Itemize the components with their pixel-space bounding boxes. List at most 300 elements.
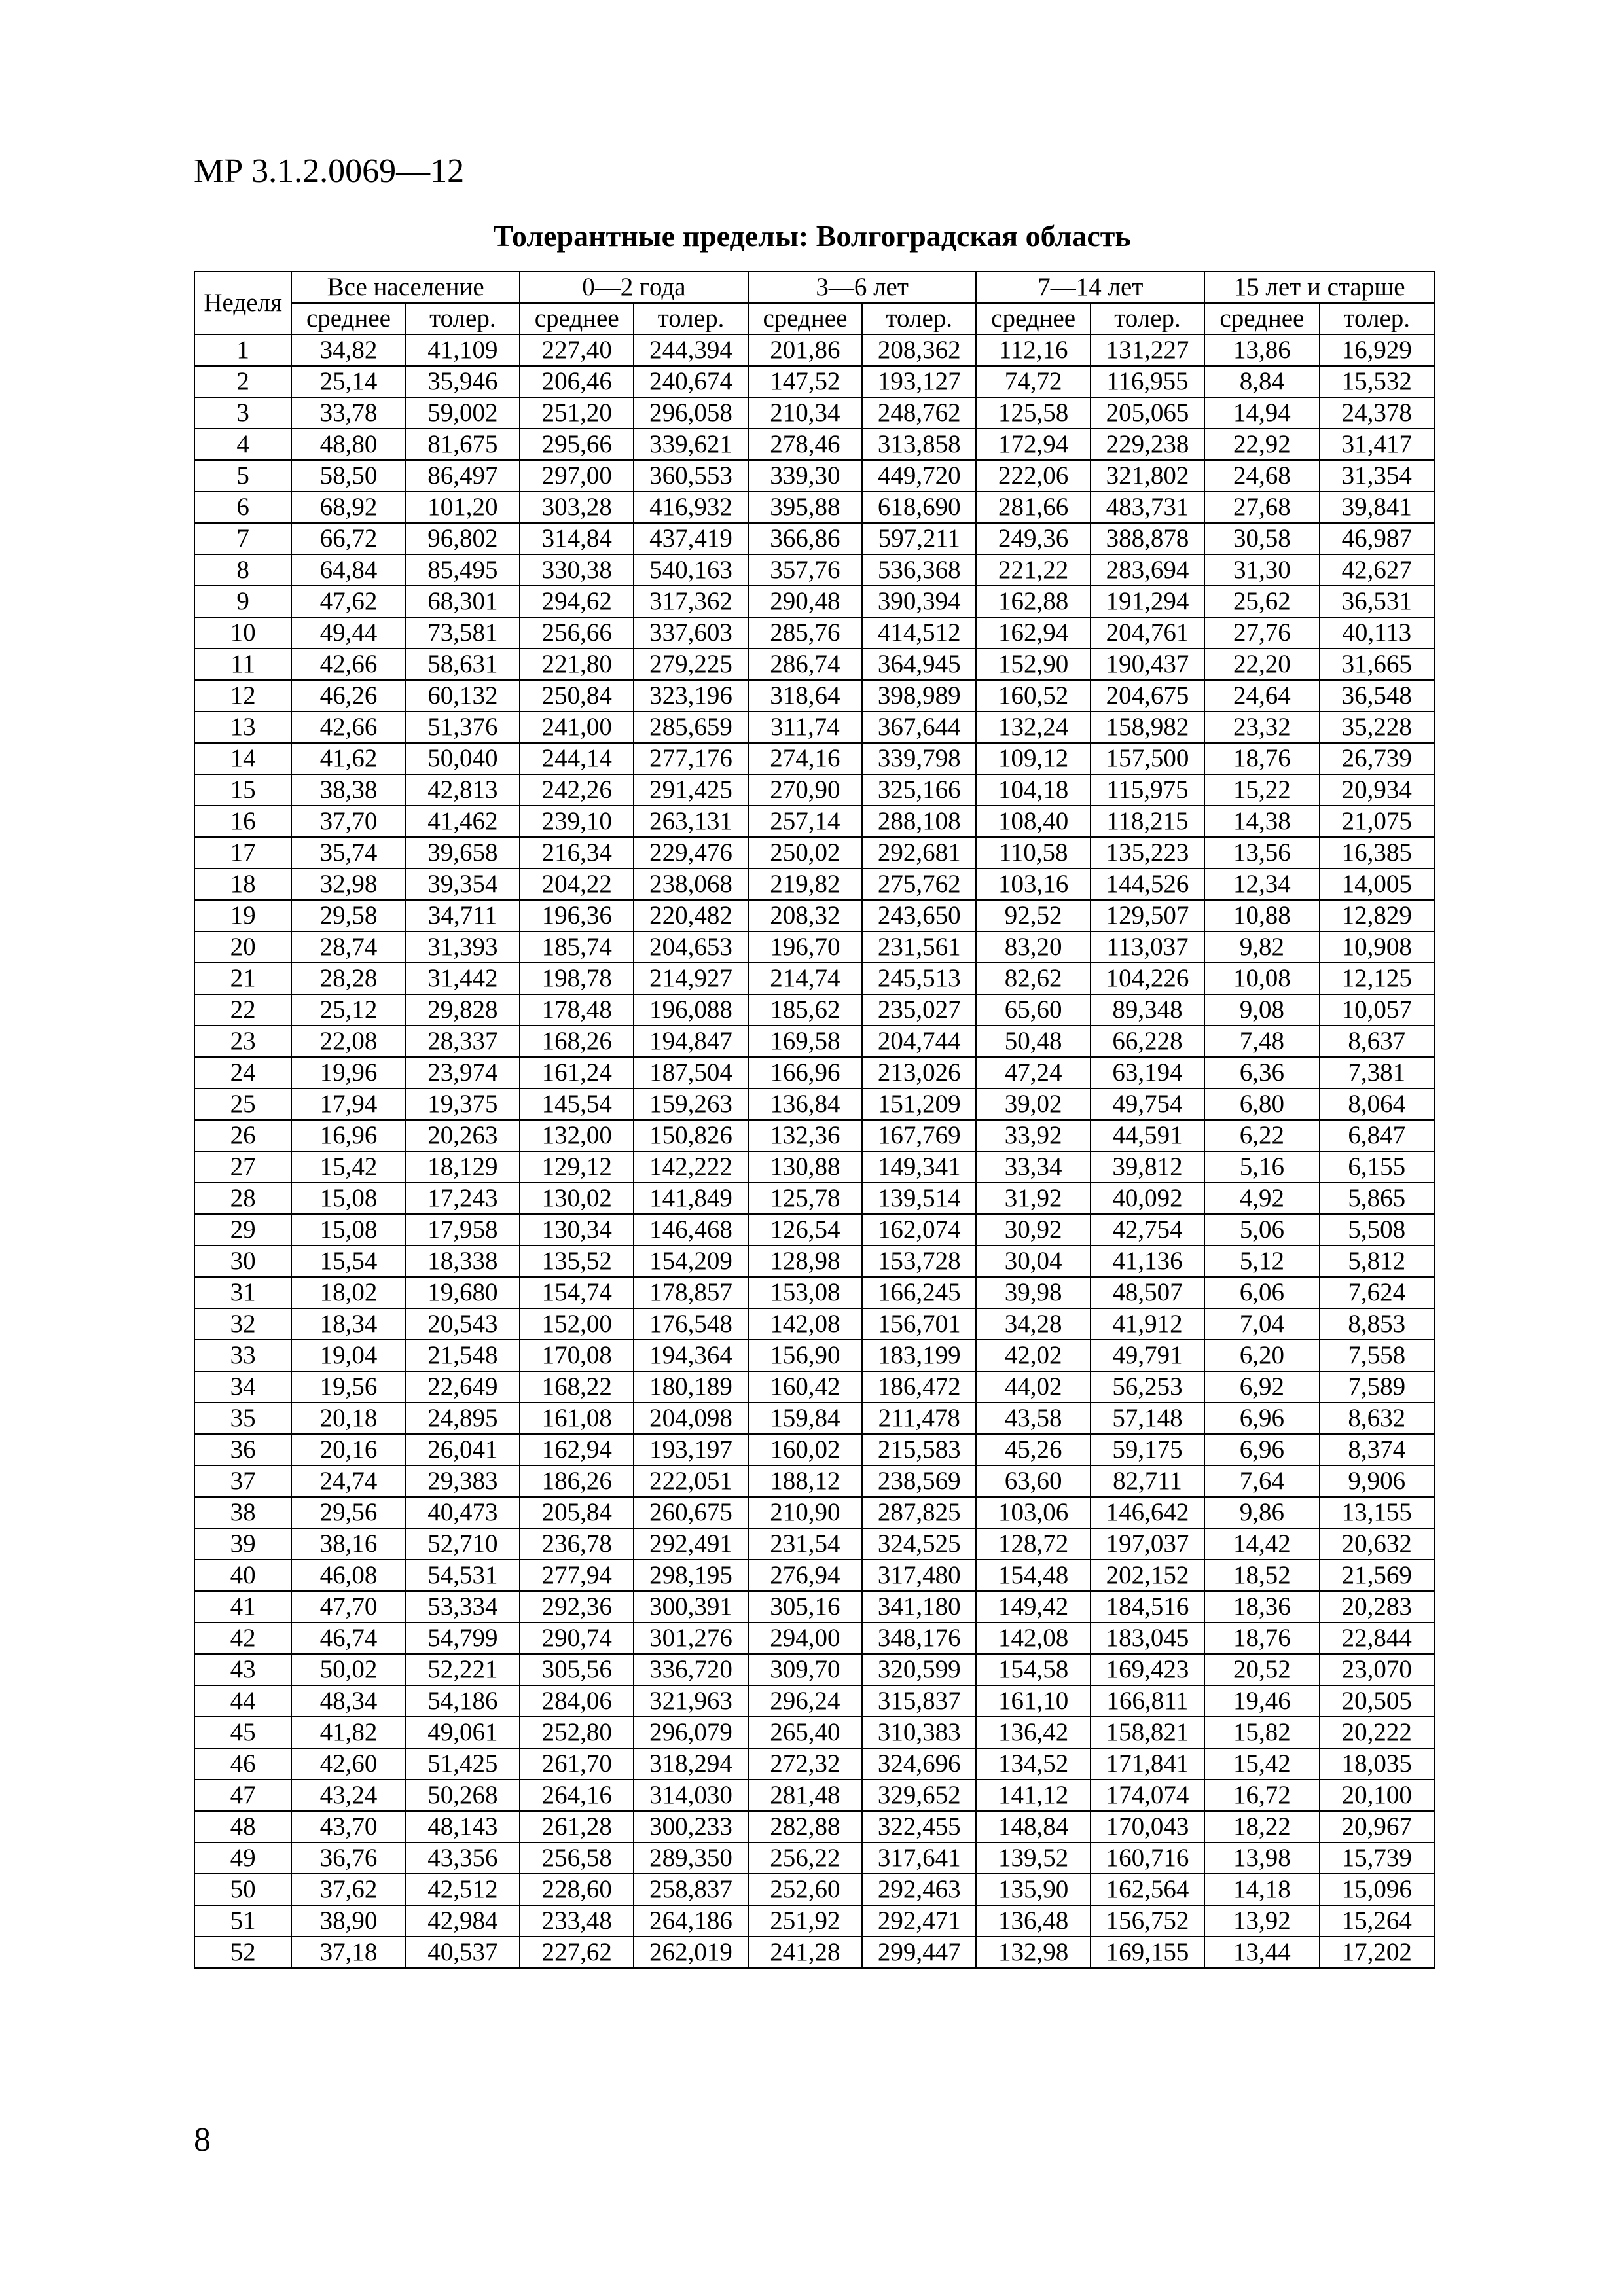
table-cell: 204,744 <box>862 1026 976 1057</box>
week-number-cell: 24 <box>194 1057 291 1088</box>
table-cell: 193,197 <box>634 1434 748 1465</box>
table-cell: 241,28 <box>748 1937 862 1968</box>
table-cell: 82,62 <box>976 963 1090 994</box>
table-row <box>194 1874 1434 1905</box>
table-row <box>194 429 1434 460</box>
table-row <box>194 1120 1434 1151</box>
table-cell: 252,80 <box>520 1717 634 1748</box>
table-cell: 35,228 <box>1320 711 1434 743</box>
table-cell: 42,60 <box>291 1748 405 1780</box>
table-cell: 166,811 <box>1091 1685 1204 1717</box>
table-cell: 50,268 <box>406 1780 520 1811</box>
table-cell: 388,878 <box>1091 523 1204 554</box>
table-cell: 214,74 <box>748 963 862 994</box>
table-row <box>194 460 1434 492</box>
table-cell: 145,54 <box>520 1088 634 1120</box>
group-header-all: Все население <box>291 272 520 303</box>
table-cell: 322,455 <box>862 1811 976 1842</box>
week-number-cell: 40 <box>194 1560 291 1591</box>
table-cell: 35,946 <box>406 366 520 397</box>
table-cell: 52,221 <box>406 1654 520 1685</box>
table-cell: 296,058 <box>634 397 748 429</box>
table-cell: 139,514 <box>862 1183 976 1214</box>
table-cell: 42,813 <box>406 774 520 806</box>
table-cell: 7,64 <box>1204 1465 1319 1497</box>
table-cell: 8,374 <box>1320 1434 1434 1465</box>
table-cell: 24,68 <box>1204 460 1319 492</box>
table-cell: 27,68 <box>1204 492 1319 523</box>
table-cell: 43,24 <box>291 1780 405 1811</box>
table-cell: 310,383 <box>862 1717 976 1748</box>
table-cell: 265,40 <box>748 1717 862 1748</box>
table-cell: 14,94 <box>1204 397 1319 429</box>
table-cell: 314,84 <box>520 523 634 554</box>
table-cell: 336,720 <box>634 1654 748 1685</box>
table-cell: 116,955 <box>1091 366 1204 397</box>
week-header: Неделя <box>194 272 291 334</box>
table-cell: 81,675 <box>406 429 520 460</box>
table-cell: 40,113 <box>1320 617 1434 649</box>
table-cell: 96,802 <box>406 523 520 554</box>
table-cell: 168,26 <box>520 1026 634 1057</box>
table-row <box>194 397 1434 429</box>
table-cell: 48,507 <box>1091 1277 1204 1308</box>
table-cell: 287,825 <box>862 1497 976 1528</box>
table-cell: 134,52 <box>976 1748 1090 1780</box>
table-row <box>194 1497 1434 1528</box>
table-cell: 341,180 <box>862 1591 976 1623</box>
table-cell: 196,088 <box>634 994 748 1026</box>
table-cell: 160,716 <box>1091 1842 1204 1874</box>
table-cell: 178,857 <box>634 1277 748 1308</box>
table-cell: 292,681 <box>862 837 976 869</box>
table-cell: 305,16 <box>748 1591 862 1623</box>
table-cell: 618,690 <box>862 492 976 523</box>
week-number-cell: 2 <box>194 366 291 397</box>
table-cell: 130,88 <box>748 1151 862 1183</box>
table-cell: 14,18 <box>1204 1874 1319 1905</box>
table-row <box>194 1685 1434 1717</box>
table-cell: 41,912 <box>1091 1308 1204 1340</box>
table-cell: 147,52 <box>748 366 862 397</box>
table-cell: 169,423 <box>1091 1654 1204 1685</box>
table-cell: 17,958 <box>406 1214 520 1246</box>
table-cell: 292,36 <box>520 1591 634 1623</box>
table-cell: 35,74 <box>291 837 405 869</box>
table-cell: 42,984 <box>406 1905 520 1937</box>
table-cell: 305,56 <box>520 1654 634 1685</box>
table-cell: 186,472 <box>862 1371 976 1403</box>
table-cell: 12,125 <box>1320 963 1434 994</box>
table-cell: 15,739 <box>1320 1842 1434 1874</box>
table-cell: 325,166 <box>862 774 976 806</box>
table-cell: 141,12 <box>976 1780 1090 1811</box>
table-cell: 239,10 <box>520 806 634 837</box>
table-cell: 38,90 <box>291 1905 405 1937</box>
table-cell: 16,385 <box>1320 837 1434 869</box>
table-cell: 146,642 <box>1091 1497 1204 1528</box>
table-cell: 31,417 <box>1320 429 1434 460</box>
table-cell: 13,44 <box>1204 1937 1319 1968</box>
table-cell: 41,62 <box>291 743 405 774</box>
table-row <box>194 931 1434 963</box>
table-cell: 309,70 <box>748 1654 862 1685</box>
table-cell: 19,375 <box>406 1088 520 1120</box>
table-row <box>194 1057 1434 1088</box>
table-cell: 47,24 <box>976 1057 1090 1088</box>
table-cell: 414,512 <box>862 617 976 649</box>
table-cell: 8,84 <box>1204 366 1319 397</box>
table-cell: 129,12 <box>520 1151 634 1183</box>
table-cell: 12,829 <box>1320 900 1434 931</box>
table-cell: 20,100 <box>1320 1780 1434 1811</box>
table-cell: 170,043 <box>1091 1811 1204 1842</box>
table-cell: 166,245 <box>862 1277 976 1308</box>
table-cell: 339,30 <box>748 460 862 492</box>
table-cell: 169,155 <box>1091 1937 1204 1968</box>
table-cell: 149,341 <box>862 1151 976 1183</box>
table-cell: 42,754 <box>1091 1214 1204 1246</box>
table-cell: 113,037 <box>1091 931 1204 963</box>
table-cell: 278,46 <box>748 429 862 460</box>
document-code: МР 3.1.2.0069—12 <box>194 152 465 190</box>
table-cell: 49,061 <box>406 1717 520 1748</box>
week-number-cell: 23 <box>194 1026 291 1057</box>
table-cell: 49,44 <box>291 617 405 649</box>
table-cell: 357,76 <box>748 554 862 586</box>
table-row <box>194 837 1434 869</box>
table-row <box>194 1811 1434 1842</box>
table-cell: 321,802 <box>1091 460 1204 492</box>
table-cell: 154,74 <box>520 1277 634 1308</box>
table-cell: 318,294 <box>634 1748 748 1780</box>
table-cell: 40,092 <box>1091 1183 1204 1214</box>
week-number-cell: 29 <box>194 1214 291 1246</box>
table-cell: 48,143 <box>406 1811 520 1842</box>
table-cell: 29,383 <box>406 1465 520 1497</box>
table-cell: 42,512 <box>406 1874 520 1905</box>
table-cell: 160,52 <box>976 680 1090 711</box>
table-cell: 244,14 <box>520 743 634 774</box>
table-cell: 36,76 <box>291 1842 405 1874</box>
table-cell: 146,468 <box>634 1214 748 1246</box>
table-cell: 58,631 <box>406 649 520 680</box>
table-cell: 130,02 <box>520 1183 634 1214</box>
table-cell: 180,189 <box>634 1371 748 1403</box>
table-row <box>194 1905 1434 1937</box>
table-cell: 12,34 <box>1204 869 1319 900</box>
group-header-3-6: 3—6 лет <box>748 272 977 303</box>
week-number-cell: 41 <box>194 1591 291 1623</box>
table-cell: 317,641 <box>862 1842 976 1874</box>
table-cell: 206,46 <box>520 366 634 397</box>
table-cell: 261,28 <box>520 1811 634 1842</box>
table-cell: 28,337 <box>406 1026 520 1057</box>
table-cell: 16,72 <box>1204 1780 1319 1811</box>
week-number-cell: 7 <box>194 523 291 554</box>
table-cell: 285,76 <box>748 617 862 649</box>
table-cell: 50,02 <box>291 1654 405 1685</box>
table-cell: 20,52 <box>1204 1654 1319 1685</box>
table-cell: 213,026 <box>862 1057 976 1088</box>
table-cell: 233,48 <box>520 1905 634 1937</box>
table-cell: 159,263 <box>634 1088 748 1120</box>
table-cell: 257,14 <box>748 806 862 837</box>
table-cell: 174,074 <box>1091 1780 1204 1811</box>
table-cell: 215,583 <box>862 1434 976 1465</box>
table-cell: 41,136 <box>1091 1246 1204 1277</box>
table-cell: 311,74 <box>748 711 862 743</box>
table-cell: 41,82 <box>291 1717 405 1748</box>
table-cell: 235,027 <box>862 994 976 1026</box>
week-number-cell: 10 <box>194 617 291 649</box>
table-cell: 16,929 <box>1320 334 1434 366</box>
table-cell: 275,762 <box>862 869 976 900</box>
table-cell: 220,482 <box>634 900 748 931</box>
table-cell: 156,701 <box>862 1308 976 1340</box>
table-cell: 198,78 <box>520 963 634 994</box>
table-cell: 366,86 <box>748 523 862 554</box>
table-cell: 68,92 <box>291 492 405 523</box>
table-cell: 154,58 <box>976 1654 1090 1685</box>
table-row <box>194 1246 1434 1277</box>
table-cell: 221,22 <box>976 554 1090 586</box>
table-cell: 337,603 <box>634 617 748 649</box>
table-cell: 172,94 <box>976 429 1090 460</box>
table-cell: 26,041 <box>406 1434 520 1465</box>
table-cell: 20,18 <box>291 1403 405 1434</box>
table-cell: 204,653 <box>634 931 748 963</box>
table-cell: 348,176 <box>862 1623 976 1654</box>
table-cell: 5,508 <box>1320 1214 1434 1246</box>
table-cell: 34,28 <box>976 1308 1090 1340</box>
table-cell: 171,841 <box>1091 1748 1204 1780</box>
table-row <box>194 554 1434 586</box>
group-header-row <box>194 272 1434 303</box>
table-cell: 17,243 <box>406 1183 520 1214</box>
table-cell: 15,264 <box>1320 1905 1434 1937</box>
table-cell: 264,16 <box>520 1780 634 1811</box>
table-row <box>194 806 1434 837</box>
table-cell: 74,72 <box>976 366 1090 397</box>
table-cell: 45,26 <box>976 1434 1090 1465</box>
week-number-cell: 19 <box>194 900 291 931</box>
table-cell: 161,10 <box>976 1685 1090 1717</box>
table-cell: 190,437 <box>1091 649 1204 680</box>
table-cell: 295,66 <box>520 429 634 460</box>
table-row <box>194 649 1434 680</box>
table-cell: 126,54 <box>748 1214 862 1246</box>
table-cell: 39,02 <box>976 1088 1090 1120</box>
table-cell: 20,505 <box>1320 1685 1434 1717</box>
table-cell: 197,037 <box>1091 1528 1204 1560</box>
table-cell: 57,148 <box>1091 1403 1204 1434</box>
table-cell: 21,548 <box>406 1340 520 1371</box>
table-cell: 103,16 <box>976 869 1090 900</box>
table-cell: 54,186 <box>406 1685 520 1717</box>
table-cell: 34,711 <box>406 900 520 931</box>
table-cell: 205,065 <box>1091 397 1204 429</box>
table-cell: 252,60 <box>748 1874 862 1905</box>
table-cell: 390,394 <box>862 586 976 617</box>
table-cell: 142,08 <box>976 1623 1090 1654</box>
table-cell: 136,84 <box>748 1088 862 1120</box>
table-cell: 19,04 <box>291 1340 405 1371</box>
table-cell: 49,754 <box>1091 1088 1204 1120</box>
table-cell: 118,215 <box>1091 806 1204 837</box>
table-cell: 44,02 <box>976 1371 1090 1403</box>
table-cell: 222,051 <box>634 1465 748 1497</box>
week-number-cell: 43 <box>194 1654 291 1685</box>
table-cell: 19,56 <box>291 1371 405 1403</box>
table-cell: 261,70 <box>520 1748 634 1780</box>
table-cell: 15,82 <box>1204 1717 1319 1748</box>
table-cell: 31,354 <box>1320 460 1434 492</box>
table-cell: 211,478 <box>862 1403 976 1434</box>
table-cell: 339,621 <box>634 429 748 460</box>
table-cell: 292,471 <box>862 1905 976 1937</box>
group-header-0-2: 0—2 года <box>520 272 748 303</box>
table-cell: 110,58 <box>976 837 1090 869</box>
table-row <box>194 680 1434 711</box>
table-cell: 160,02 <box>748 1434 862 1465</box>
table-row <box>194 900 1434 931</box>
table-cell: 162,88 <box>976 586 1090 617</box>
table-cell: 31,665 <box>1320 649 1434 680</box>
subheader-row <box>194 303 1434 334</box>
week-number-cell: 46 <box>194 1748 291 1780</box>
table-cell: 7,04 <box>1204 1308 1319 1340</box>
table-cell: 272,32 <box>748 1748 862 1780</box>
table-row <box>194 1560 1434 1591</box>
table-cell: 264,186 <box>634 1905 748 1937</box>
table-cell: 26,739 <box>1320 743 1434 774</box>
week-number-cell: 17 <box>194 837 291 869</box>
table-cell: 125,58 <box>976 397 1090 429</box>
table-cell: 229,476 <box>634 837 748 869</box>
table-cell: 296,079 <box>634 1717 748 1748</box>
table-cell: 115,975 <box>1091 774 1204 806</box>
week-number-cell: 52 <box>194 1937 291 1968</box>
table-cell: 14,38 <box>1204 806 1319 837</box>
table-row <box>194 1371 1434 1403</box>
table-cell: 14,005 <box>1320 869 1434 900</box>
table-cell: 19,46 <box>1204 1685 1319 1717</box>
table-cell: 277,94 <box>520 1560 634 1591</box>
table-cell: 18,338 <box>406 1246 520 1277</box>
table-cell: 294,00 <box>748 1623 862 1654</box>
table-cell: 313,858 <box>862 429 976 460</box>
table-cell: 185,74 <box>520 931 634 963</box>
table-cell: 66,228 <box>1091 1026 1204 1057</box>
table-cell: 301,276 <box>634 1623 748 1654</box>
subheader-tolerance: толер. <box>406 303 520 334</box>
table-cell: 238,569 <box>862 1465 976 1497</box>
table-title: Толерантные пределы: Волгоградская область <box>493 219 1131 253</box>
week-number-cell: 12 <box>194 680 291 711</box>
table-cell: 231,561 <box>862 931 976 963</box>
table-cell: 276,94 <box>748 1560 862 1591</box>
table-cell: 10,88 <box>1204 900 1319 931</box>
table-cell: 184,516 <box>1091 1591 1204 1623</box>
table-cell: 20,934 <box>1320 774 1434 806</box>
table-cell: 231,54 <box>748 1528 862 1560</box>
table-cell: 263,131 <box>634 806 748 837</box>
table-cell: 18,22 <box>1204 1811 1319 1842</box>
table-cell: 19,680 <box>406 1277 520 1308</box>
table-row <box>194 1026 1434 1057</box>
table-cell: 4,92 <box>1204 1183 1319 1214</box>
week-number-cell: 42 <box>194 1623 291 1654</box>
table-cell: 251,20 <box>520 397 634 429</box>
table-cell: 154,48 <box>976 1560 1090 1591</box>
table-cell: 63,194 <box>1091 1057 1204 1088</box>
table-cell: 208,362 <box>862 334 976 366</box>
week-number-cell: 11 <box>194 649 291 680</box>
table-cell: 214,927 <box>634 963 748 994</box>
week-number-cell: 48 <box>194 1811 291 1842</box>
week-number-cell: 21 <box>194 963 291 994</box>
table-cell: 219,82 <box>748 869 862 900</box>
table-cell: 151,209 <box>862 1088 976 1120</box>
table-cell: 33,34 <box>976 1151 1090 1183</box>
table-cell: 148,84 <box>976 1811 1090 1842</box>
week-number-cell: 1 <box>194 334 291 366</box>
table-cell: 17,94 <box>291 1088 405 1120</box>
table-cell: 367,644 <box>862 711 976 743</box>
table-cell: 144,526 <box>1091 869 1204 900</box>
table-cell: 162,94 <box>976 617 1090 649</box>
table-cell: 29,828 <box>406 994 520 1026</box>
subheader-mean: среднее <box>976 303 1090 334</box>
table-cell: 290,74 <box>520 1623 634 1654</box>
table-cell: 194,847 <box>634 1026 748 1057</box>
table-cell: 300,233 <box>634 1811 748 1842</box>
table-row <box>194 1842 1434 1874</box>
table-cell: 42,02 <box>976 1340 1090 1371</box>
table-cell: 30,58 <box>1204 523 1319 554</box>
table-cell: 6,22 <box>1204 1120 1319 1151</box>
table-cell: 65,60 <box>976 994 1090 1026</box>
table-cell: 318,64 <box>748 680 862 711</box>
table-cell: 66,72 <box>291 523 405 554</box>
table-cell: 41,462 <box>406 806 520 837</box>
table-cell: 33,92 <box>976 1120 1090 1151</box>
table-cell: 204,22 <box>520 869 634 900</box>
week-number-cell: 25 <box>194 1088 291 1120</box>
week-number-cell: 4 <box>194 429 291 460</box>
table-cell: 240,674 <box>634 366 748 397</box>
table-cell: 23,974 <box>406 1057 520 1088</box>
table-cell: 39,354 <box>406 869 520 900</box>
table-cell: 283,694 <box>1091 554 1204 586</box>
table-cell: 298,195 <box>634 1560 748 1591</box>
table-cell: 540,163 <box>634 554 748 586</box>
table-cell: 54,531 <box>406 1560 520 1591</box>
table-cell: 25,14 <box>291 366 405 397</box>
table-cell: 104,18 <box>976 774 1090 806</box>
week-number-cell: 34 <box>194 1371 291 1403</box>
table-cell: 136,42 <box>976 1717 1090 1748</box>
table-cell: 135,52 <box>520 1246 634 1277</box>
table-cell: 449,720 <box>862 460 976 492</box>
table-cell: 132,24 <box>976 711 1090 743</box>
table-cell: 395,88 <box>748 492 862 523</box>
table-cell: 256,22 <box>748 1842 862 1874</box>
table-cell: 258,837 <box>634 1874 748 1905</box>
table-cell: 291,425 <box>634 774 748 806</box>
table-cell: 262,019 <box>634 1937 748 1968</box>
